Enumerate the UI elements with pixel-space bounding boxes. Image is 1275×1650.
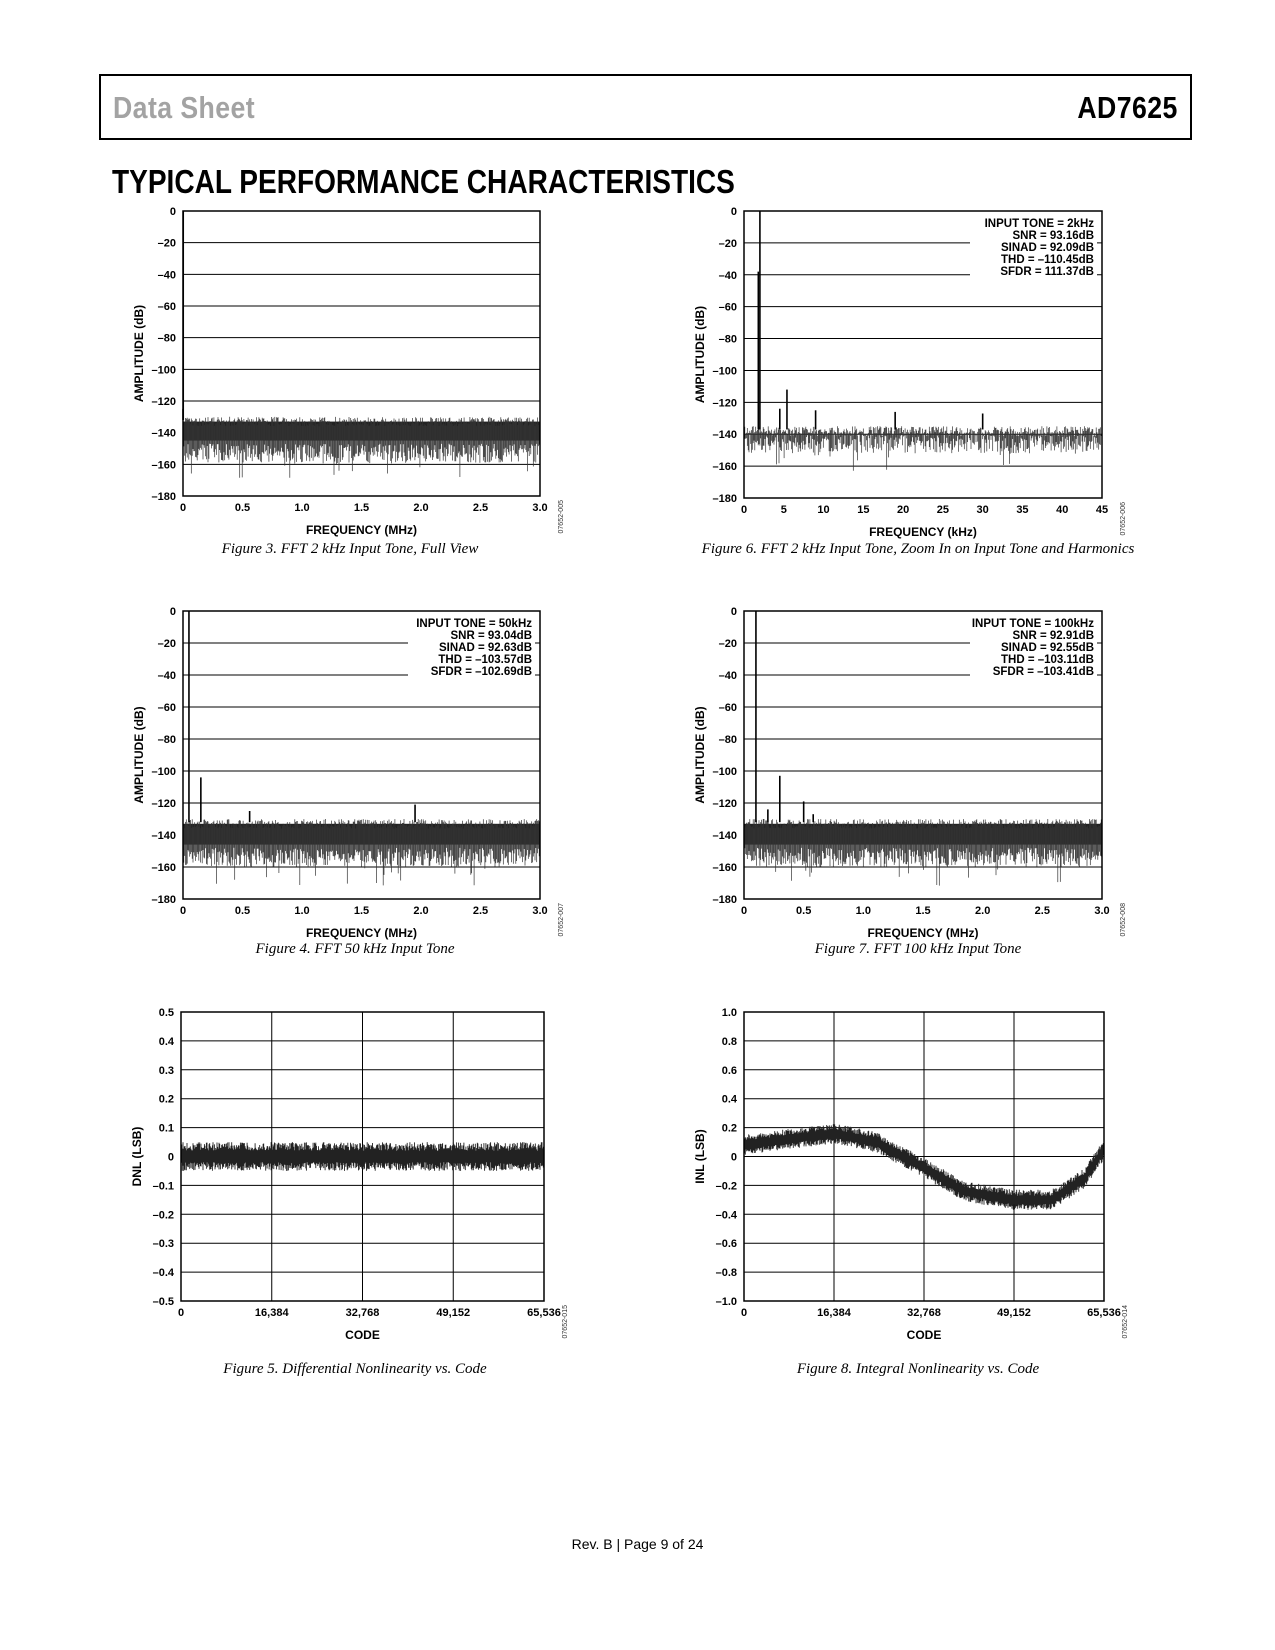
annotation-line: SFDR = –103.41dB — [992, 666, 1094, 678]
footer-page-number: Page 9 of 24 — [624, 1536, 704, 1552]
x-tick-label: 1.0 — [855, 905, 871, 917]
y-axis-label: DNL (LSB) — [130, 1126, 144, 1187]
page-footer — [0, 1536, 1275, 1552]
figure-code: 07652-006 — [1120, 502, 1127, 536]
y-tick-label: –140 — [712, 830, 737, 842]
y-tick-label: –160 — [151, 862, 176, 874]
annotation-line: INPUT TONE = 50kHz — [416, 618, 532, 630]
y-tick-label: 0 — [169, 606, 176, 618]
y-tick-label: –120 — [712, 397, 737, 410]
x-axis-label: FREQUENCY (MHz) — [305, 926, 418, 940]
annotation-line: THD = –103.57dB — [438, 654, 532, 666]
figure-caption: Figure 7. FFT 100 kHz Input Tone — [814, 941, 1022, 957]
annotation-line: SNR = 92.91dB — [1012, 630, 1094, 642]
y-tick-label: –120 — [151, 798, 176, 810]
chart-svg-fig7 — [684, 599, 1142, 947]
y-tick-label: 1.0 — [721, 1007, 737, 1019]
y-tick-label: –20 — [157, 237, 176, 250]
x-tick-label: 3.0 — [532, 502, 548, 514]
header-doc-type: Data Sheet — [113, 90, 256, 125]
y-tick-label: –40 — [157, 269, 176, 282]
y-tick-label: –100 — [712, 766, 737, 778]
annotation-line: INPUT TONE = 2kHz — [984, 218, 1094, 230]
y-tick-label: –0.2 — [152, 1209, 174, 1222]
x-tick-label: 0 — [740, 504, 748, 516]
annotation-line: SINAD = 92.09dB — [1001, 242, 1094, 254]
y-tick-label: –20 — [718, 237, 737, 250]
chart-fig3 — [123, 199, 580, 544]
x-tick-label: 20 — [896, 504, 910, 516]
annotation-line: SNR = 93.04dB — [450, 630, 532, 642]
y-tick-label: 0.6 — [721, 1064, 737, 1077]
x-tick-label: 1.0 — [294, 502, 310, 514]
y-tick-label: –120 — [712, 798, 737, 810]
x-tick-label: 10 — [817, 504, 830, 516]
x-tick-label: 49,152 — [436, 1307, 471, 1319]
plot-frame — [183, 211, 540, 496]
chart-fig6 — [684, 199, 1142, 546]
chart-svg-fig4 — [123, 599, 580, 947]
figure-code: 07652-007 — [558, 903, 565, 937]
y-axis-label: AMPLITUDE (dB) — [132, 304, 146, 403]
y-tick-label: –180 — [712, 493, 737, 505]
chart-svg-fig8 — [684, 1000, 1144, 1349]
y-tick-label: –140 — [151, 830, 176, 842]
y-tick-label: 0.1 — [158, 1122, 174, 1135]
figure-code: 07652-015 — [562, 1305, 569, 1339]
x-tick-label: 65,536 — [527, 1307, 561, 1319]
chart-svg-fig5 — [121, 1000, 584, 1349]
y-tick-label: –160 — [712, 862, 737, 874]
figure-code: 07652-008 — [1120, 903, 1127, 937]
figure-caption: Figure 3. FFT 2 kHz Input Tone, Full View — [221, 541, 479, 557]
x-tick-label: 32,768 — [345, 1307, 380, 1319]
y-tick-label: –180 — [151, 894, 176, 906]
section-title: TYPICAL PERFORMANCE CHARACTERISTICS — [112, 163, 735, 200]
x-tick-label: 15 — [857, 504, 870, 516]
y-tick-label: –20 — [157, 638, 176, 650]
x-tick-label: 2.0 — [413, 502, 429, 514]
x-tick-label: 2.0 — [975, 905, 991, 917]
x-tick-label: 65,536 — [1087, 1307, 1121, 1319]
y-tick-label: 0.3 — [158, 1064, 174, 1077]
annotation-line: SNR = 93.16dB — [1012, 230, 1094, 242]
x-tick-label: 49,152 — [997, 1307, 1031, 1319]
y-tick-label: –40 — [718, 670, 737, 682]
x-tick-label: 1.5 — [353, 502, 370, 514]
y-tick-label: 0 — [730, 1151, 737, 1164]
y-tick-label: –0.5 — [152, 1296, 174, 1308]
x-tick-label: 35 — [1016, 504, 1029, 516]
y-tick-label: –80 — [157, 332, 176, 345]
y-tick-label: –160 — [151, 459, 176, 472]
x-tick-label: 0.5 — [796, 905, 812, 917]
figure-caption: Figure 5. Differential Nonlinearity vs. Code — [223, 1361, 487, 1377]
y-tick-label: –0.6 — [715, 1238, 737, 1251]
y-tick-label: –120 — [151, 396, 176, 408]
y-axis-label: AMPLITUDE (dB) — [693, 305, 707, 404]
y-tick-label: –100 — [712, 365, 737, 378]
x-tick-label: 16,384 — [254, 1307, 289, 1319]
y-tick-label: 0 — [167, 1151, 174, 1164]
y-tick-label: 0 — [730, 606, 737, 618]
x-tick-label: 3.0 — [532, 905, 548, 917]
x-axis-label: CODE — [345, 1328, 380, 1342]
x-tick-label: 1.0 — [294, 905, 310, 917]
y-tick-label: 0.5 — [158, 1007, 174, 1019]
y-tick-label: 0 — [169, 206, 176, 218]
page-header — [99, 74, 1192, 140]
y-tick-label: –60 — [718, 702, 737, 714]
x-tick-label: 30 — [976, 504, 989, 516]
x-tick-label: 0.5 — [234, 905, 251, 917]
header-part-number: AD7625 — [1077, 90, 1178, 125]
x-tick-label: 40 — [1056, 504, 1069, 516]
chart-svg-fig3 — [123, 199, 580, 544]
y-tick-label: –0.4 — [715, 1209, 737, 1222]
y-tick-label: –0.8 — [715, 1267, 737, 1280]
y-tick-label: –0.3 — [152, 1238, 174, 1251]
y-tick-label: 0.4 — [158, 1035, 174, 1048]
y-tick-label: –140 — [712, 429, 737, 442]
chart-fig4 — [123, 599, 580, 947]
y-tick-label: –40 — [718, 269, 737, 282]
x-axis-label: CODE — [906, 1328, 942, 1342]
x-tick-label: 32,768 — [907, 1307, 941, 1319]
y-tick-label: –100 — [151, 364, 176, 377]
x-tick-label: 25 — [936, 504, 950, 516]
x-tick-label: 0 — [740, 1307, 748, 1319]
y-tick-label: –0.1 — [152, 1180, 174, 1193]
footer-revision: Rev. B — [571, 1536, 613, 1552]
x-axis-label: FREQUENCY (MHz) — [305, 523, 418, 537]
x-tick-label: 1.5 — [353, 905, 370, 917]
noise-floor-trace — [744, 426, 1101, 470]
chart-fig8 — [684, 1000, 1144, 1349]
y-tick-label: –180 — [151, 491, 176, 503]
x-tick-label: 0 — [179, 502, 187, 514]
noise-floor-trace — [744, 819, 1101, 886]
annotation-line: SINAD = 92.63dB — [439, 642, 532, 654]
figure-caption: Figure 6. FFT 2 kHz Input Tone, Zoom In on Input Tone and Harmonics — [701, 541, 1135, 557]
x-tick-label: 2.0 — [413, 905, 429, 917]
x-tick-label: 0 — [179, 905, 187, 917]
chart-fig7 — [684, 599, 1142, 947]
x-axis-label: FREQUENCY (MHz) — [867, 926, 979, 940]
annotation-line: SFDR = 111.37dB — [1000, 266, 1094, 278]
figure-caption: Figure 8. Integral Nonlinearity vs. Code — [796, 1361, 1040, 1377]
x-axis-label: FREQUENCY (kHz) — [869, 525, 977, 539]
y-tick-label: –60 — [157, 301, 176, 313]
y-tick-label: 0.8 — [721, 1035, 737, 1048]
x-tick-label: 5 — [780, 504, 787, 516]
x-tick-label: 3.0 — [1094, 905, 1110, 917]
y-tick-label: –160 — [712, 461, 737, 474]
y-tick-label: –60 — [718, 301, 737, 314]
x-tick-label: 2.5 — [472, 905, 489, 917]
x-tick-label: 0 — [177, 1307, 185, 1319]
x-tick-label: 45 — [1095, 504, 1109, 516]
y-tick-label: –80 — [157, 734, 176, 746]
y-tick-label: 0 — [730, 206, 737, 218]
y-tick-label: –1.0 — [715, 1296, 737, 1308]
x-tick-label: 2.5 — [472, 502, 489, 514]
y-tick-label: –20 — [718, 638, 737, 650]
annotation-line: INPUT TONE = 100kHz — [971, 618, 1094, 630]
y-tick-label: 0.4 — [721, 1093, 737, 1106]
footer-separator: | — [616, 1536, 621, 1552]
figure-code: 07652-005 — [558, 500, 565, 534]
y-tick-label: –140 — [151, 427, 176, 440]
chart-svg-fig6 — [684, 199, 1142, 546]
y-tick-label: –80 — [718, 734, 737, 746]
figure-caption: Figure 4. FFT 50 kHz Input Tone — [255, 941, 455, 957]
figure-code: 07652-014 — [1122, 1305, 1129, 1339]
y-tick-label: –0.4 — [152, 1267, 174, 1280]
y-tick-label: 0.2 — [158, 1093, 174, 1106]
x-tick-label: 2.5 — [1034, 905, 1050, 917]
y-tick-label: –80 — [718, 333, 737, 346]
y-tick-label: –40 — [157, 670, 176, 682]
y-tick-label: 0.2 — [721, 1122, 737, 1135]
y-tick-label: –0.2 — [715, 1180, 737, 1193]
x-tick-label: 0 — [740, 905, 748, 917]
y-tick-label: –100 — [151, 766, 176, 778]
x-tick-label: 0.5 — [234, 502, 251, 514]
annotation-line: SINAD = 92.55dB — [1001, 642, 1094, 654]
x-tick-label: 16,384 — [817, 1307, 851, 1319]
y-axis-label: AMPLITUDE (dB) — [132, 706, 146, 804]
chart-fig5 — [121, 1000, 584, 1349]
annotation-line: THD = –110.45dB — [1000, 254, 1094, 266]
annotation-line: THD = –103.11dB — [1000, 654, 1094, 666]
x-tick-label: 1.5 — [915, 905, 931, 917]
y-tick-label: –60 — [157, 702, 176, 714]
y-axis-label: AMPLITUDE (dB) — [693, 706, 707, 804]
y-axis-label: INL (LSB) — [693, 1129, 707, 1184]
annotation-line: SFDR = –102.69dB — [430, 666, 532, 678]
y-tick-label: –180 — [712, 894, 737, 906]
